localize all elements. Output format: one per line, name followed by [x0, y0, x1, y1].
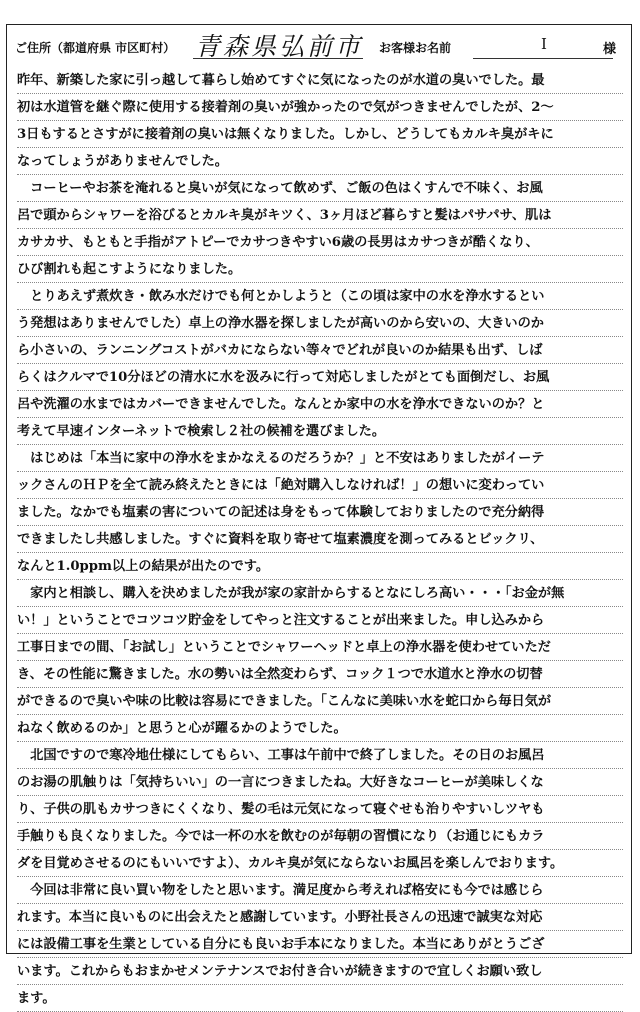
text-line: とりあえず煮炊き・飲み水だけでも何とかしようと（この頃は家中の水を浄水するとい [17, 283, 623, 310]
text-line: ら小さいの、ランニングコストがバカにならない等々でどれが良いのか結果も出ず、しば [17, 337, 623, 364]
text-line: います。これからもおまかせメンテナンスでお付き合いが続きますので宜しくお願い致し [17, 958, 623, 985]
name-underline [473, 58, 613, 59]
text-line: ねなく飲めるのか」と思うと心が躍るかのようでした。 [17, 715, 623, 742]
address-underline [193, 58, 363, 59]
text-line: ます。 [17, 985, 623, 1012]
text-line: 昨年、新築した家に引っ越して暮らし始めてすぐに気になったのが水道の臭いでした。最 [17, 67, 623, 94]
text-line: なんと1.0ppm以上の結果が出たのです。 [17, 553, 623, 580]
text-line: 北国ですので寒冷地仕様にしてもらい、工事は午前中で終了しました。その日のお風呂 [17, 742, 623, 769]
text-line: い！」ということでコツコツ貯金をしてやっと注文することが出来ました。申し込みから [17, 607, 623, 634]
text-line: 初は水道管を継ぐ際に使用する接着剤の臭いが強かったので気がつきませんでしたが、2〜 [17, 94, 623, 121]
text-line: カサカサ、もともと手指がアトピーでカサつきやすい6歳の長男はカサつきが酷くなり、 [17, 229, 623, 256]
text-line: のお湯の肌触りは「気持ちいい」の一言につきましたね。大好きなコーヒーが美味しくな [17, 769, 623, 796]
text-line: コーヒーやお茶を淹れると臭いが気になって飲めず、ご飯の色はくすんで不味く、お風 [17, 175, 623, 202]
address-label: ご住所（都道府県 市区町村） [15, 41, 176, 55]
text-line: らくはクルマで10分ほどの清水に水を汲みに行って対応しましたがとても面倒だし、お風 [17, 364, 623, 391]
honorific-label: 様 [603, 42, 617, 57]
text-line: 呂で頭からシャワーを浴びるとカルキ臭がキツく、3ヶ月ほど暮らすと髪はパサパサ、肌は [17, 202, 623, 229]
text-line: なってしょうがありませんでした。 [17, 148, 623, 175]
text-line: ひび割れも起こすようになりました。 [17, 256, 623, 283]
text-line: には設備工事を生業としている自分にも良いお手本になりました。本当にありがとうござ [17, 931, 623, 958]
address-handwritten: 青森県弘前市 [195, 32, 364, 61]
customer-name-value: I [541, 35, 547, 53]
text-line: 呂や洗濯の水まではカバーできませんでした。なんとか家中の水を浄水できないのか？と [17, 391, 623, 418]
text-line: き、その性能に驚きました。水の勢いは全然変わらず、コック１つで水道水と浄水の切替 [17, 661, 623, 688]
text-line: 家内と相談し、購入を決めましたが我が家の家計からするとなにしろ高い・・・「お金が無 [17, 580, 623, 607]
text-line: はじめは「本当に家中の浄水をまかなえるのだろうか？」と不安はありましたがイーテ [17, 445, 623, 472]
text-line: できましたし共感しました。すぐに資料を取り寄せて塩素濃度を測ってみるとビックリ、 [17, 526, 623, 553]
text-line: 手触りも良くなりました。今では一杯の水を飲むのが毎朝の習慣になり（お通じにもカラ [17, 823, 623, 850]
text-line: ダを目覚めさせるのにもいいですよ）、カルキ臭が気にならないお風呂を楽しんでおります。 [17, 850, 623, 877]
text-line: 工事日までの間、「お試し」ということでシャワーヘッドと卓上の浄水器を使わせていただ [17, 634, 623, 661]
text-line: 今回は非常に良い買い物をしたと思います。満足度から考えれば格安にも今では感じら [17, 877, 623, 904]
testimonial-sheet [6, 24, 632, 1006]
text-line: ました。なかでも塩素の害についての記述は身をもって体験しておりましたので充分納得 [17, 499, 623, 526]
text-line: ックさんのＨＰを全て読み終えたときには「絶対購入しなければ！」の想いに変わってい [17, 472, 623, 499]
text-line: ができるので臭いや味の比較は容易にできました。「こんなに美味い水を蛇口から毎日気が [17, 688, 623, 715]
text-line: う発想はありませんでした）卓上の浄水器を探しましたが高いのから安いの、大きいのか [17, 310, 623, 337]
customer-name-label: お客様お名前 [379, 41, 452, 55]
text-line: り、子供の肌もカサつきにくくなり、髪の毛は元気になって寝ぐせも治りやすいしツヤも [17, 796, 623, 823]
form-header [7, 25, 631, 61]
text-line: れます。本当に良いものに出会えたと感謝しています。小野社長さんの迅速で誠実な対応 [17, 904, 623, 931]
text-line: 考えて早速インターネットで検索し２社の候補を選びました。 [17, 418, 623, 445]
text-line: 3日もするとさすがに接着剤の臭いは無くなりました。しかし、どうしてもカルキ臭がキに [17, 121, 623, 148]
testimonial-body [17, 67, 623, 1012]
